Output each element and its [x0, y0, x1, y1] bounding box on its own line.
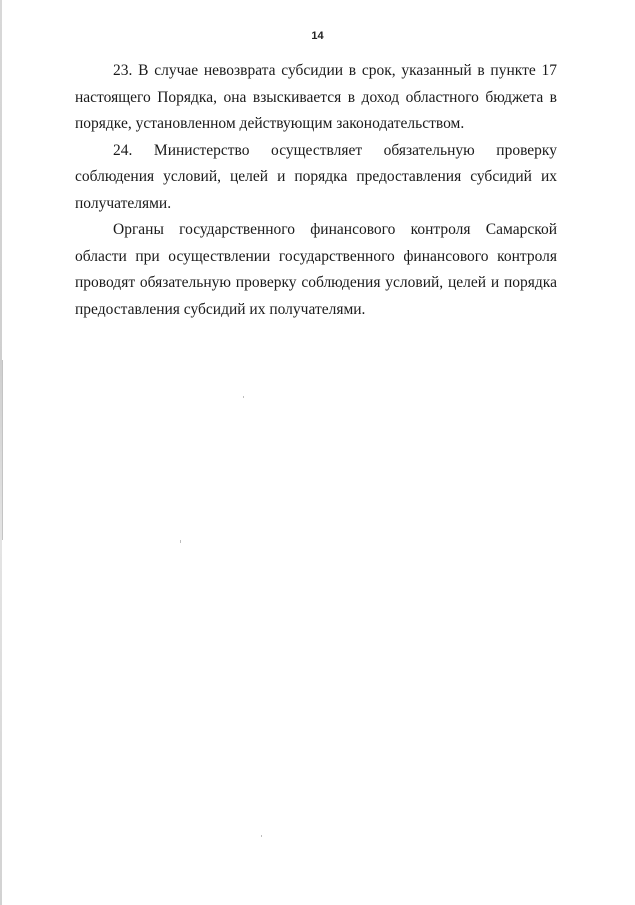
paragraph-control-bodies: Органы государственного финансового контроля Самарской области при осуществлении государственного финансового контроля проводят обязательную проверку соблюдения условий, целей и порядка предоставления субсидий их получателями.: [75, 221, 557, 318]
page-number: 14: [311, 30, 324, 42]
scan-speck: [180, 540, 181, 543]
scan-edge-mark: [2, 360, 3, 540]
scan-speck: [243, 396, 244, 398]
document-body: [75, 58, 557, 323]
scan-speck: [261, 835, 262, 837]
paragraph-23: 23. В случае невозврата субсидии в срок, указанный в пункте 17 настоящего Порядка, она взыскивается в доход областного бюджета в порядке, установленном действующим законодательством.: [75, 62, 557, 132]
paragraph-24: 24. Министерство осуществляет обязательную проверку соблюдения условий, целей и порядка предоставления субсидий их получателями.: [75, 141, 557, 212]
